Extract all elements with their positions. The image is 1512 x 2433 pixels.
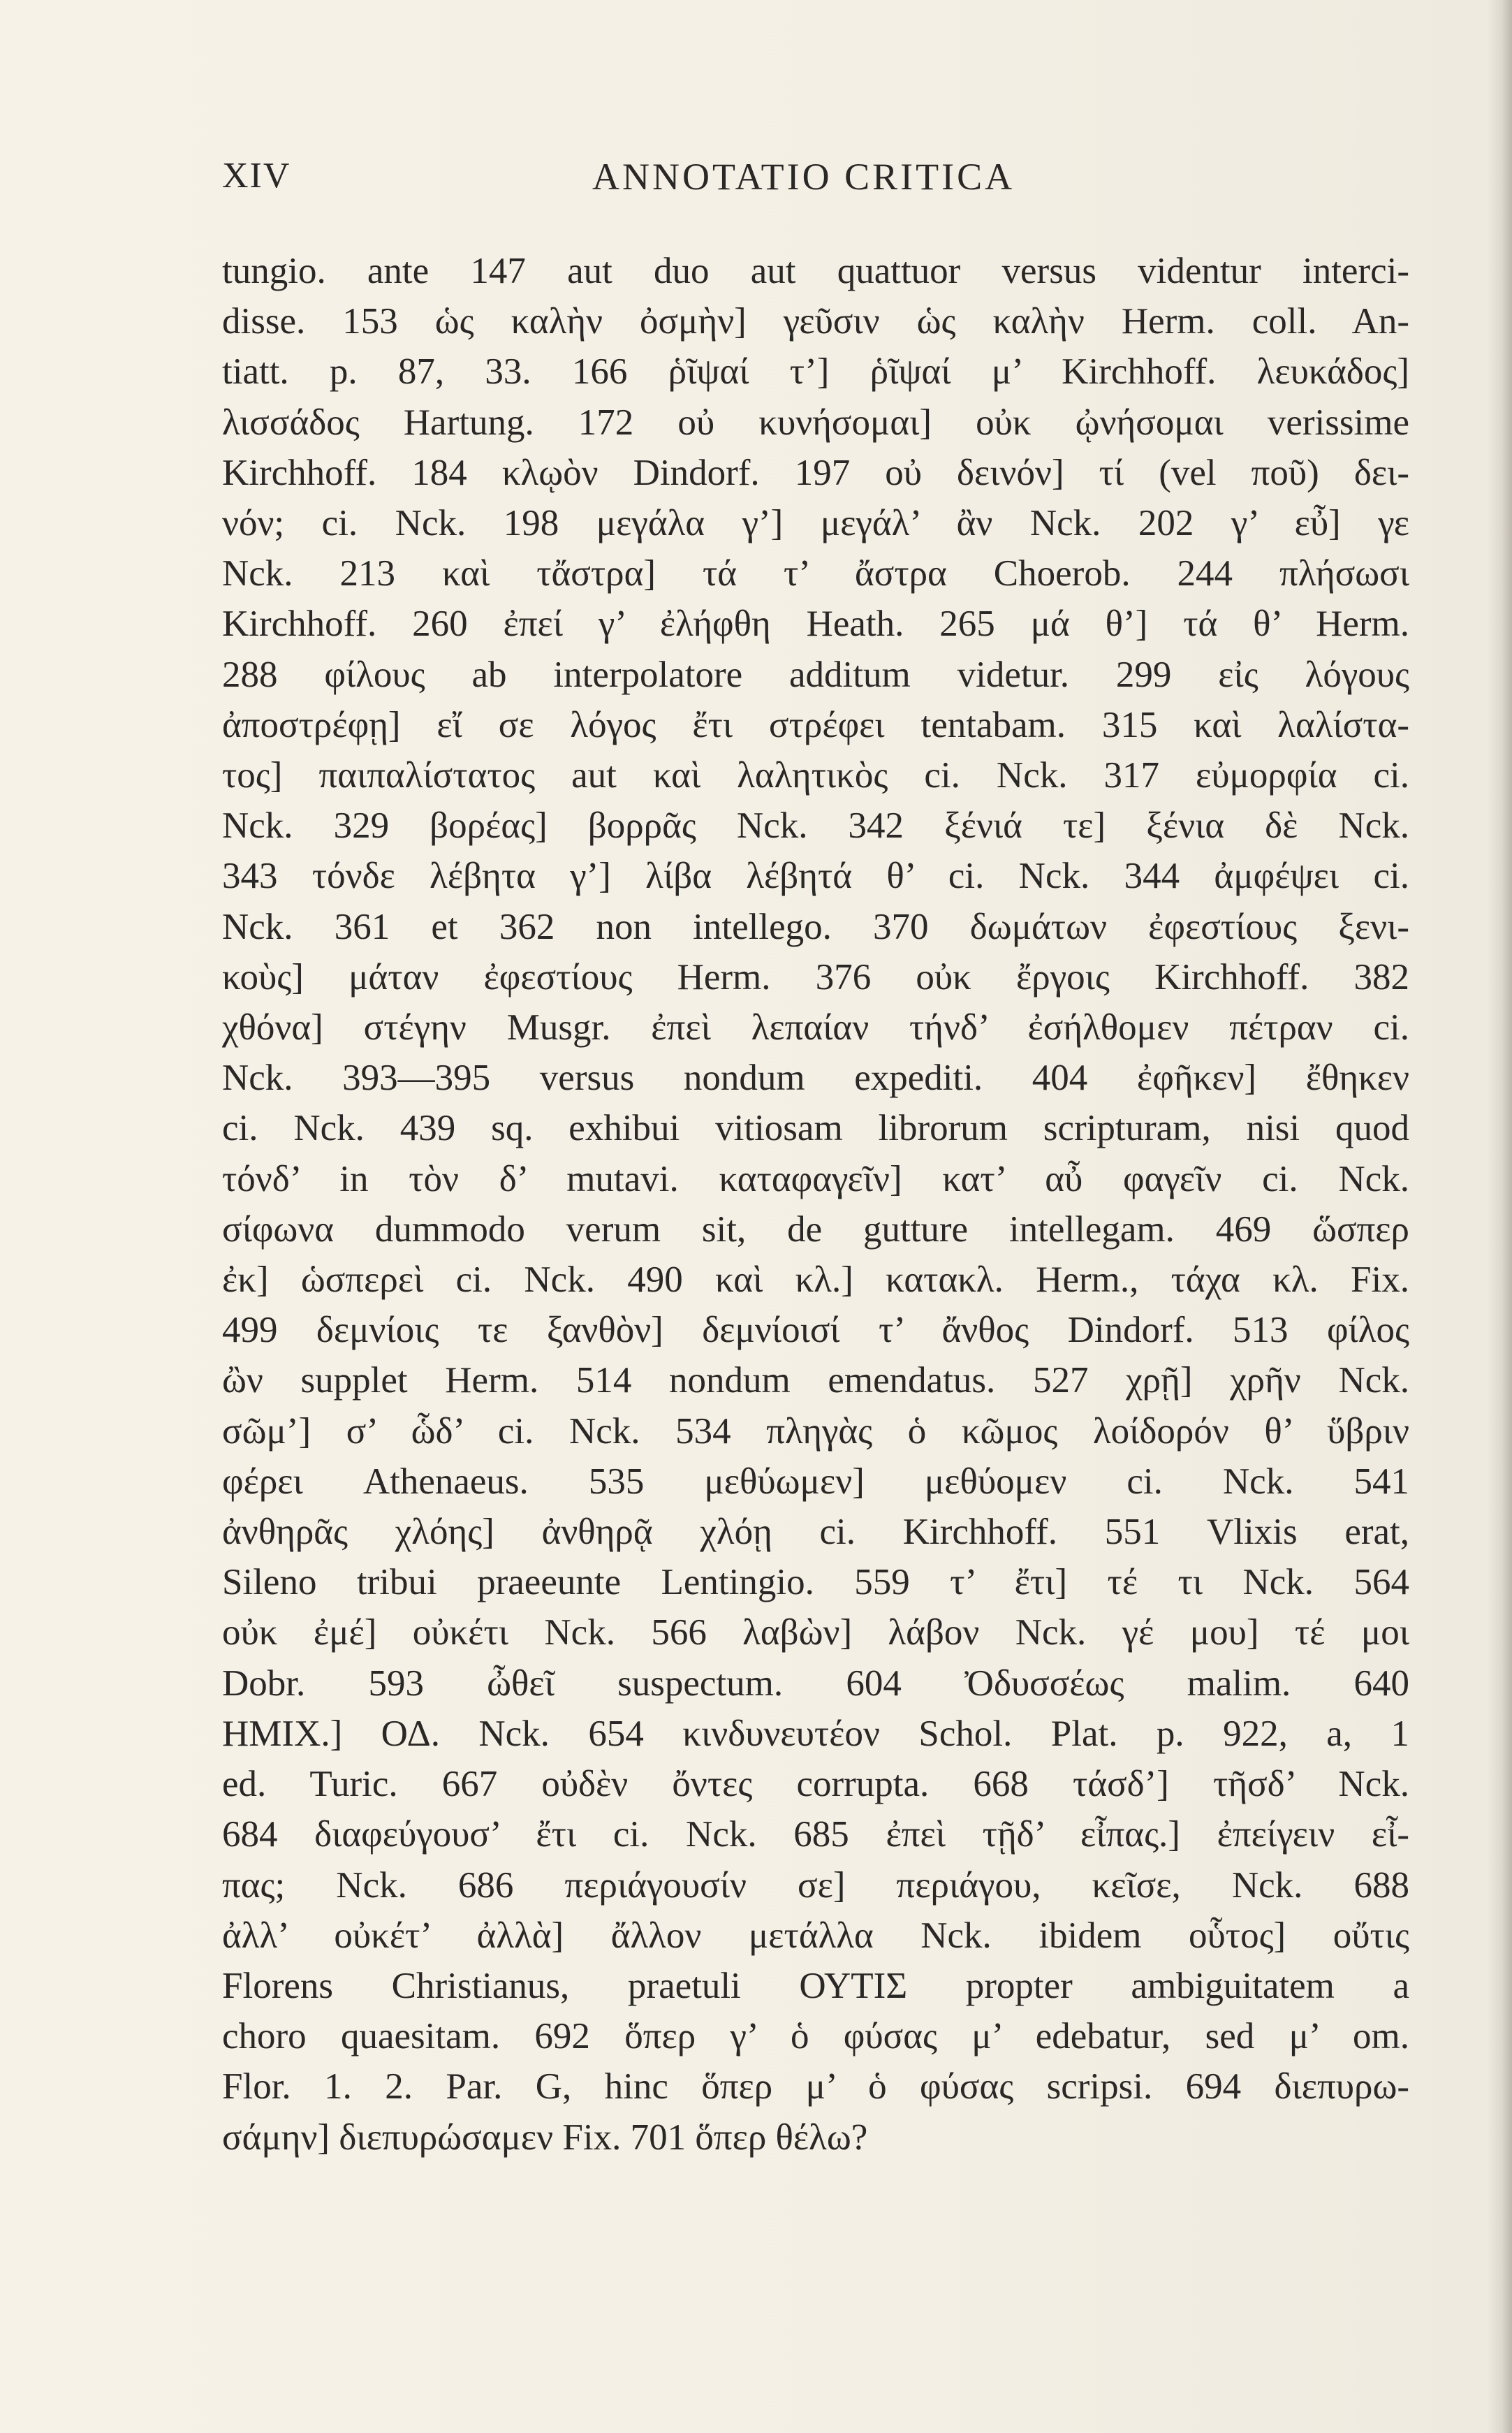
text-line: σάμην] διεπυρώσαμεν Fix. 701 ὅπερ θέλω?: [222, 2117, 868, 2158]
page-number: XIV: [222, 156, 291, 196]
text-line: Sileno tribui praeeunte Lentingio. 559 τ’ ἔτι] τέ τι Nck. 564: [222, 1562, 1409, 1603]
text-line: Flor. 1. 2. Par. G, hinc ὅπερ μ’ ὁ φύσας scripsi. 694 διεπυρω-: [222, 2066, 1409, 2107]
text-line: σῶμ’] σ’ ὧδ’ ci. Nck. 534 πληγὰς ὁ κῶμος λοίδορόν θ’ ὕβριν: [222, 1410, 1409, 1452]
text-line: τος] παιπαλίστατος aut καὶ λαλητικὸς ci. Nck. 317 εὐμορφία ci.: [222, 755, 1409, 796]
text-line: disse. 153 ὡς καλὴν ὀσμὴν] γεῦσιν ὡς καλὴν Herm. coll. An-: [222, 301, 1409, 342]
text-line: φέρει Athenaeus. 535 μεθύωμεν] μεθύομεν ci. Nck. 541: [222, 1461, 1409, 1502]
text-line: Kirchhoff. 260 ἐπεί γ’ ἐλήφθη Heath. 265 μά θ’] τά θ’ Herm.: [222, 604, 1409, 645]
text-line: choro quaesitam. 692 ὅπερ γ’ ὁ φύσας μ’ edebatur, sed μ’ om.: [222, 2016, 1409, 2057]
text-line: 684 διαφεύγουσ’ ἔτι ci. Nck. 685 ἐπεὶ τῇδ’ εἶπας.] ἐπείγειν εἶ-: [222, 1814, 1409, 1855]
text-line: Kirchhoff. 184 κλῳὸν Dindorf. 197 οὐ δεινόν] τί (vel ποῦ) δει-: [222, 452, 1409, 493]
text-line: 288 φίλους ab interpolatore additum videtur. 299 εἰς λόγους: [222, 654, 1409, 695]
text-line: κοὺς] μάταν ἐφεστίους Herm. 376 οὐκ ἔργοις Kirchhoff. 382: [222, 956, 1409, 998]
text-line: ἀποστρέφῃ] εἴ σε λόγος ἔτι στρέφει tentabam. 315 καὶ λαλίστα-: [222, 704, 1409, 745]
text-line: Dobr. 593 ὦθεῖ suspectum. 604 Ὀδυσσέως malim. 640: [222, 1663, 1409, 1704]
text-line: ci. Nck. 439 sq. exhibui vitiosam librorum scripturam, nisi quod: [222, 1108, 1409, 1149]
text-line: Florens Christianus, praetuli ΟΥΤΙΣ propter ambiguitatem a: [222, 1965, 1409, 2006]
running-head: ANNOTATIO CRITICA: [592, 156, 1015, 198]
text-line: Nck. 393—395 versus nondum expediti. 404 ἐφῆκεν] ἔθηκεν: [222, 1058, 1409, 1099]
critical-apparatus-text: [222, 246, 1409, 2163]
text-line: tungio. ante 147 aut duo aut quattuor versus videntur interci-: [222, 251, 1409, 291]
text-line: ΗΜΙΧ.] ΟΔ. Nck. 654 κινδυνευτέον Schol. Plat. p. 922, a, 1: [222, 1713, 1409, 1754]
text-line: Nck. 361 et 362 non intellego. 370 δωμάτων ἐφεστίους ξενι-: [222, 906, 1409, 947]
text-line: tiatt. p. 87, 33. 166 ῥῖψαί τ’] ῥῖψαί μ’ Kirchhoff. λευκάδος]: [222, 351, 1409, 393]
text-line: πας; Nck. 686 περιάγουσίν σε] περιάγου, κεῖσε, Nck. 688: [222, 1864, 1409, 1906]
text-line: Nck. 213 καὶ τἄστρα] τά τ’ ἄστρα Choerob. 244 πλήσωσι: [222, 553, 1409, 594]
text-line: ed. Turic. 667 οὐδὲν ὄντες corrupta. 668 τάσδ’] τῆσδ’ Nck.: [222, 1764, 1409, 1805]
text-line: ἀλλ’ οὐκέτ’ ἀλλὰ] ἄλλον μετάλλα Nck. ibidem οὗτος] οὔτις: [222, 1915, 1409, 1956]
text-line: ὢν supplet Herm. 514 nondum emendatus. 527 χρῇ] χρῆν Nck.: [222, 1360, 1409, 1401]
text-line: νόν; ci. Nck. 198 μεγάλα γ’] μεγάλ’ ἂν Nck. 202 γ’ εὖ] γε: [222, 503, 1409, 544]
text-line: σίφωνα dummodo verum sit, de gutture intellegam. 469 ὥσπερ: [222, 1208, 1409, 1250]
text-line: 343 τόνδε λέβητα γ’] λίβα λέβητά θ’ ci. Nck. 344 ἀμφέψει ci.: [222, 856, 1409, 897]
text-line: χθόνα] στέγην Musgr. ἐπεὶ λεπαίαν τήνδ’ ἐσήλθομεν πέτραν ci.: [222, 1007, 1409, 1049]
text-line: Nck. 329 βορέας] βορρᾶς Nck. 342 ξένιά τε] ξένια δὲ Nck.: [222, 805, 1409, 847]
text-line: ἀνθηρᾶς χλόης] ἀνθηρᾷ χλόῃ ci. Kirchhoff. 551 Vlixis erat,: [222, 1512, 1409, 1553]
text-line: ἐκ] ὡσπερεὶ ci. Nck. 490 καὶ κλ.] κατακλ. Herm., τάχα κλ. Fix.: [222, 1259, 1409, 1301]
text-line: 499 δεμνίοις τε ξανθὸν] δεμνίοισί τ’ ἄνθος Dindorf. 513 φίλος: [222, 1310, 1409, 1351]
page-edge-shadow: [1487, 0, 1512, 2433]
text-line: οὐκ ἐμέ] οὐκέτι Nck. 566 λαβὼν] λάβον Nck. γέ μου] τέ μοι: [222, 1612, 1409, 1653]
text-line: λισσάδος Hartung. 172 οὐ κυνήσομαι] οὐκ ᾠνήσομαι verissime: [222, 402, 1409, 443]
text-line: τόνδ’ in τὸν δ’ mutavi. καταφαγεῖν] κατ’ αὖ φαγεῖν ci. Nck.: [222, 1158, 1409, 1199]
